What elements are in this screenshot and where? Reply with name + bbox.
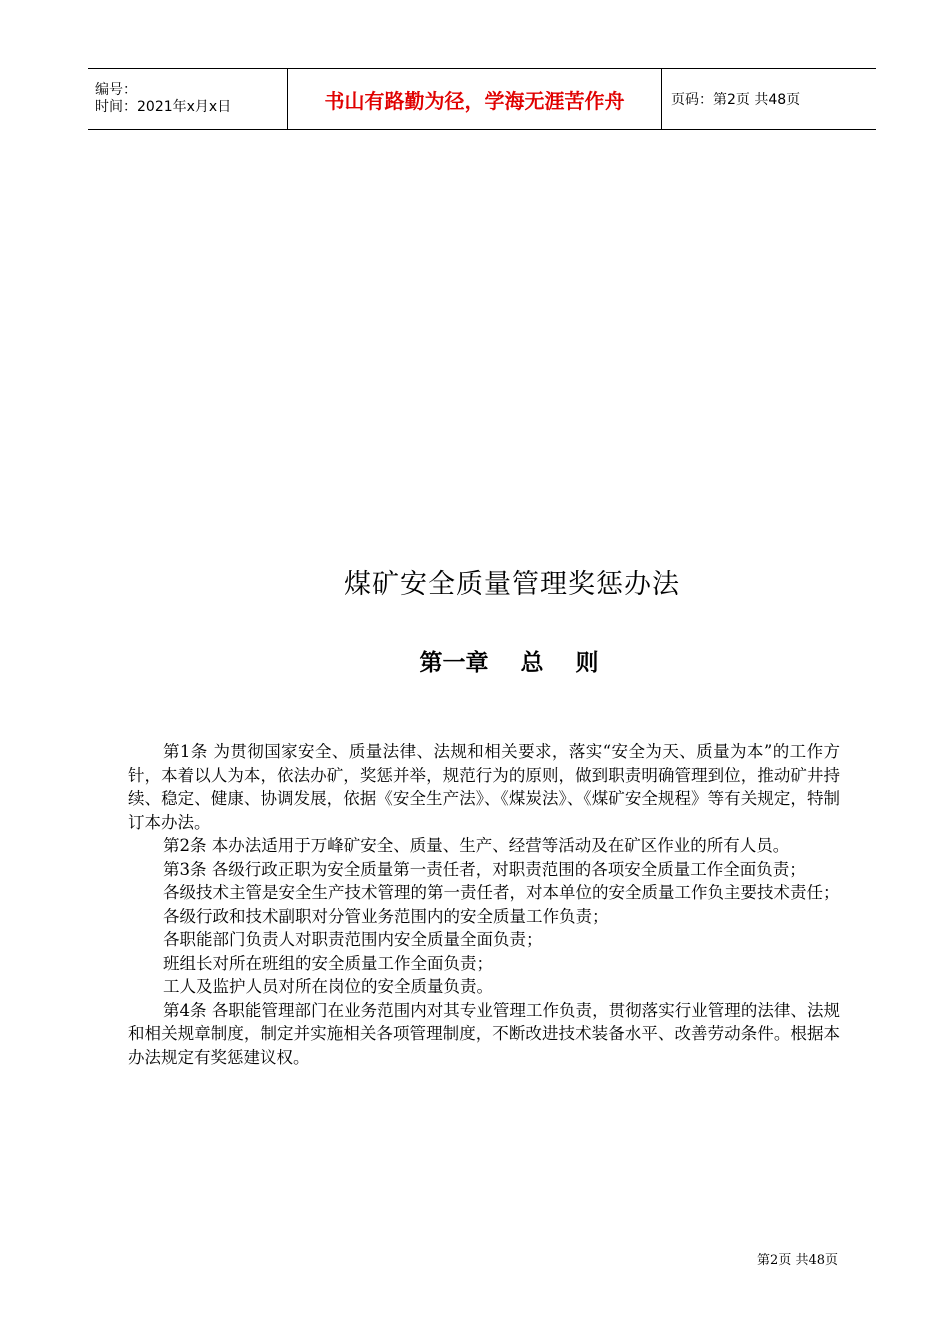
- header-page-number: 页码：第2页 共48页: [671, 92, 801, 108]
- header-meta-cell: [88, 69, 288, 129]
- document-number-label: 编号：: [95, 82, 137, 98]
- chapter-heading: 第一章 总 则: [419, 650, 599, 676]
- article-3-department-heads: 各职能部门负责人对职责范围内安全质量全面负责；: [163, 930, 543, 949]
- article-1: 第1条 为贯彻国家安全、质量法律、法规和相关要求，落实“安全为天、质量为本”的工作方针，本着以人为本，依法办矿，奖惩并举，规范行为的原则，做到职责明确管理到位，推动矿井持续、稳定、健康、协调发展，依据《安全生产法》、《煤炭法》、《煤矿安全规程》等有关规定，特制订本办法。: [128, 742, 840, 832]
- page-header: [88, 68, 876, 130]
- article-3: 第3条 各级行政正职为安全质量第一责任者，对职责范围的各项安全质量工作全面负责；: [163, 859, 806, 879]
- article-3-technical-lead: 各级技术主管是安全生产技术管理的第一责任者，对本单位的安全质量工作负主要技术责任；: [163, 883, 840, 902]
- article-4: 第4条 各职能管理部门在业务范围内对其专业管理工作负责，贯彻落实行业管理的法律、法规和相关规章制度，制定并实施相关各项管理制度，不断改进技术装备水平、改善劳动条件。根据本办法规定有奖惩建议权。: [128, 1000, 840, 1067]
- footer-page-number: 第2页 共48页: [757, 1253, 838, 1268]
- document-date: 时间：2021年x月x日: [95, 99, 232, 115]
- header-motto: 书山有路勤为径，学海无涯苦作舟: [324, 88, 625, 113]
- article-3-team-leaders: 班组长对所在班组的安全质量工作全面负责；: [163, 953, 493, 973]
- header-page-cell: [662, 69, 876, 129]
- article-2: 第2条 本办法适用于万峰矿安全、质量、生产、经营等活动及在矿区作业的所有人员。: [163, 836, 790, 855]
- document-title: 煤矿安全质量管理奖惩办法: [344, 569, 680, 600]
- article-3-deputies: 各级行政和技术副职对分管业务范围内的安全质量工作负责；: [163, 906, 609, 926]
- document-body: [128, 740, 840, 1069]
- article-3-workers: 工人及监护人员对所在岗位的安全质量负责。: [163, 977, 493, 996]
- header-motto-cell: [288, 69, 662, 129]
